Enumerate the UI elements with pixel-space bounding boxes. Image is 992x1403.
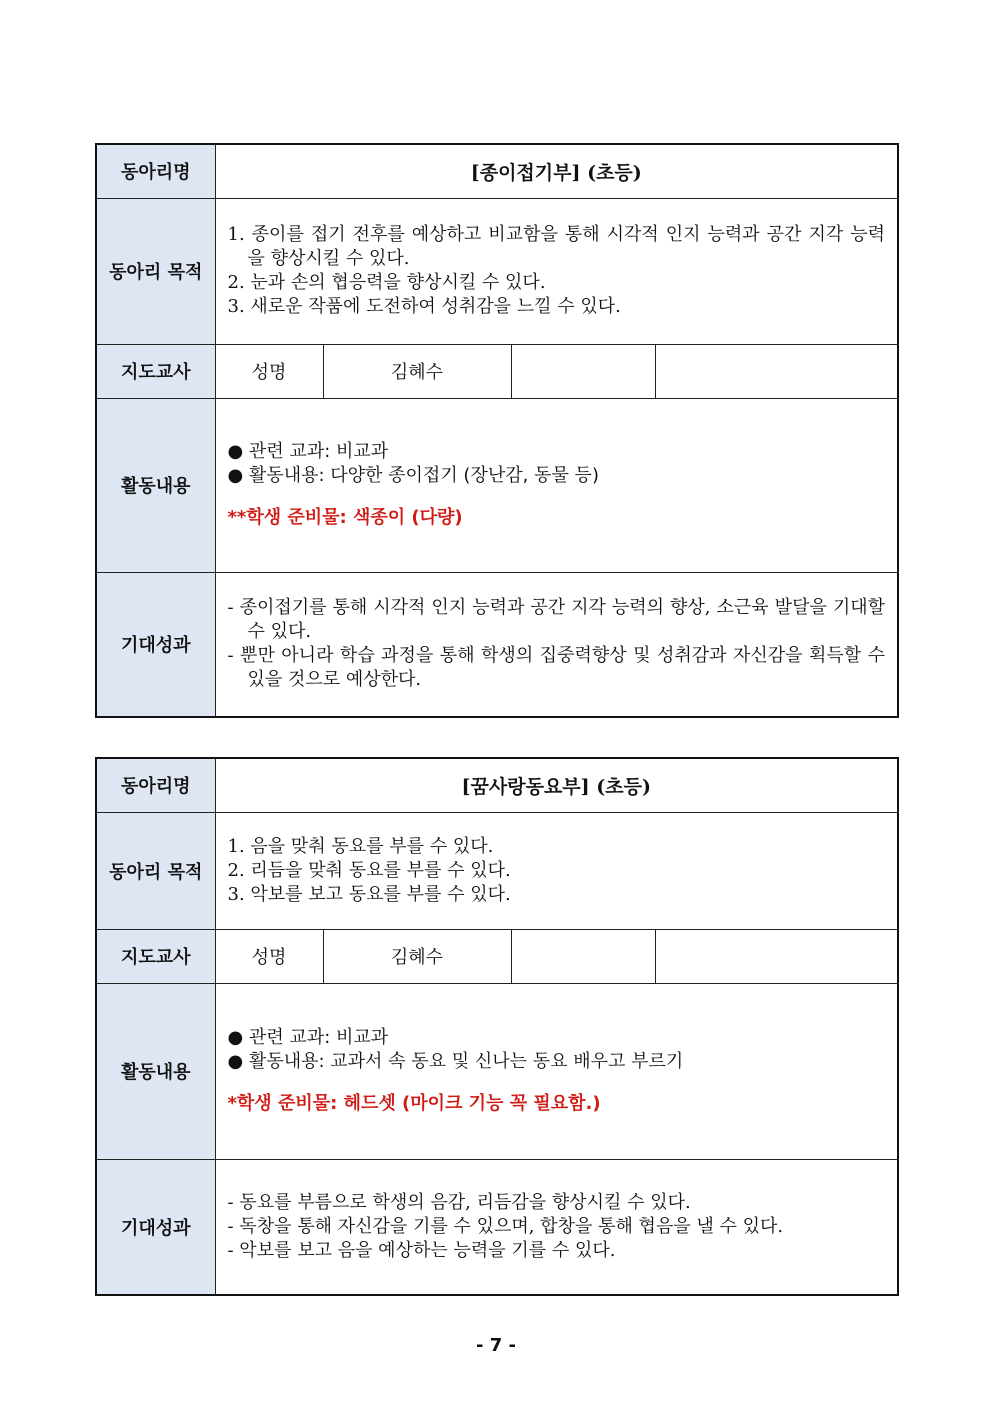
club-goal-label: 동아리 목적 — [96, 812, 215, 929]
teacher-extra-1 — [511, 344, 655, 398]
teacher-extra-2 — [655, 344, 898, 398]
outcome-item: - 악보를 보고 음을 예상하는 능력을 기를 수 있다. — [227, 1239, 616, 1261]
outcome-item: - 동요를 부름으로 학생의 음감, 리듬감을 향상시킬 수 있다. — [227, 1191, 691, 1213]
outcome-item: - 종이접기를 통해 시각적 인지 능력과 공간 지각 능력의 향상, 소근육 발달을 기대할 수 있다. — [227, 597, 885, 643]
club-outcomes — [215, 1159, 898, 1295]
teacher-name: 김혜수 — [323, 929, 511, 983]
goal-item: 3. 새로운 작품에 도전하여 성취감을 느낄 수 있다. — [227, 296, 621, 317]
teacher-label: 지도교사 — [96, 929, 215, 983]
club-outcomes — [215, 572, 898, 717]
activity-item: ● 관련 교과: 비교과 — [227, 1027, 389, 1048]
teacher-name: 김혜수 — [323, 344, 511, 398]
activity-item: ● 관련 교과: 비교과 — [227, 441, 389, 462]
teacher-extra-2 — [655, 929, 898, 983]
activity-label: 활동내용 — [96, 398, 215, 572]
goal-item: 1. 음을 맞춰 동요를 부를 수 있다. — [227, 835, 494, 857]
club-goals — [215, 198, 898, 344]
outcome-label: 기대성과 — [96, 572, 215, 717]
outcome-label: 기대성과 — [96, 1159, 215, 1295]
preparation-note: **학생 준비물: 색종이 (다량) — [227, 507, 463, 528]
outcome-item: - 독창을 통해 자신감을 기를 수 있으며, 합창을 통해 협음을 낼 수 있다. — [227, 1215, 784, 1237]
activity-item: ● 활동내용: 다양한 종이접기 (장난감, 동물 등) — [227, 465, 599, 486]
club-goal-label: 동아리 목적 — [96, 198, 215, 344]
page-number: - 7 - — [476, 1335, 516, 1356]
teacher-label: 지도교사 — [96, 344, 215, 398]
activity-item: ● 활동내용: 교과서 속 동요 및 신나는 동요 배우고 부르기 — [227, 1051, 684, 1072]
goal-item: 2. 눈과 손의 협응력을 향상시킬 수 있다. — [227, 272, 546, 293]
goal-item: 2. 리듬을 맞춰 동요를 부를 수 있다. — [227, 859, 511, 881]
club-name: [종이접기부] (초등) — [215, 144, 898, 198]
outcome-item: - 뿐만 아니라 학습 과정을 통해 학생의 집중력향상 및 성취감과 자신감을 획득할 수 있을 것으로 예상한다. — [227, 645, 885, 691]
teacher-name-label: 성명 — [215, 344, 323, 398]
teacher-name-label: 성명 — [215, 929, 323, 983]
teacher-extra-1 — [511, 929, 655, 983]
goal-item: 1. 종이를 접기 전후를 예상하고 비교함을 통해 시각적 인지 능력과 공간 지각 능력을 향상시킬 수 있다. — [227, 224, 885, 269]
club-activity — [215, 983, 898, 1159]
preparation-note: *학생 준비물: 헤드셋 (마이크 기능 꼭 필요함.) — [227, 1093, 601, 1114]
club-name: [꿈사랑동요부] (초등) — [215, 758, 898, 812]
club-name-label: 동아리명 — [96, 758, 215, 812]
goal-item: 3. 악보를 보고 동요를 부를 수 있다. — [227, 883, 511, 905]
club-name-label: 동아리명 — [96, 144, 215, 198]
club-activity — [215, 398, 898, 572]
club-table-children-song — [95, 757, 899, 1296]
club-goals — [215, 812, 898, 929]
activity-label: 활동내용 — [96, 983, 215, 1159]
club-table-paper-folding — [95, 143, 899, 718]
